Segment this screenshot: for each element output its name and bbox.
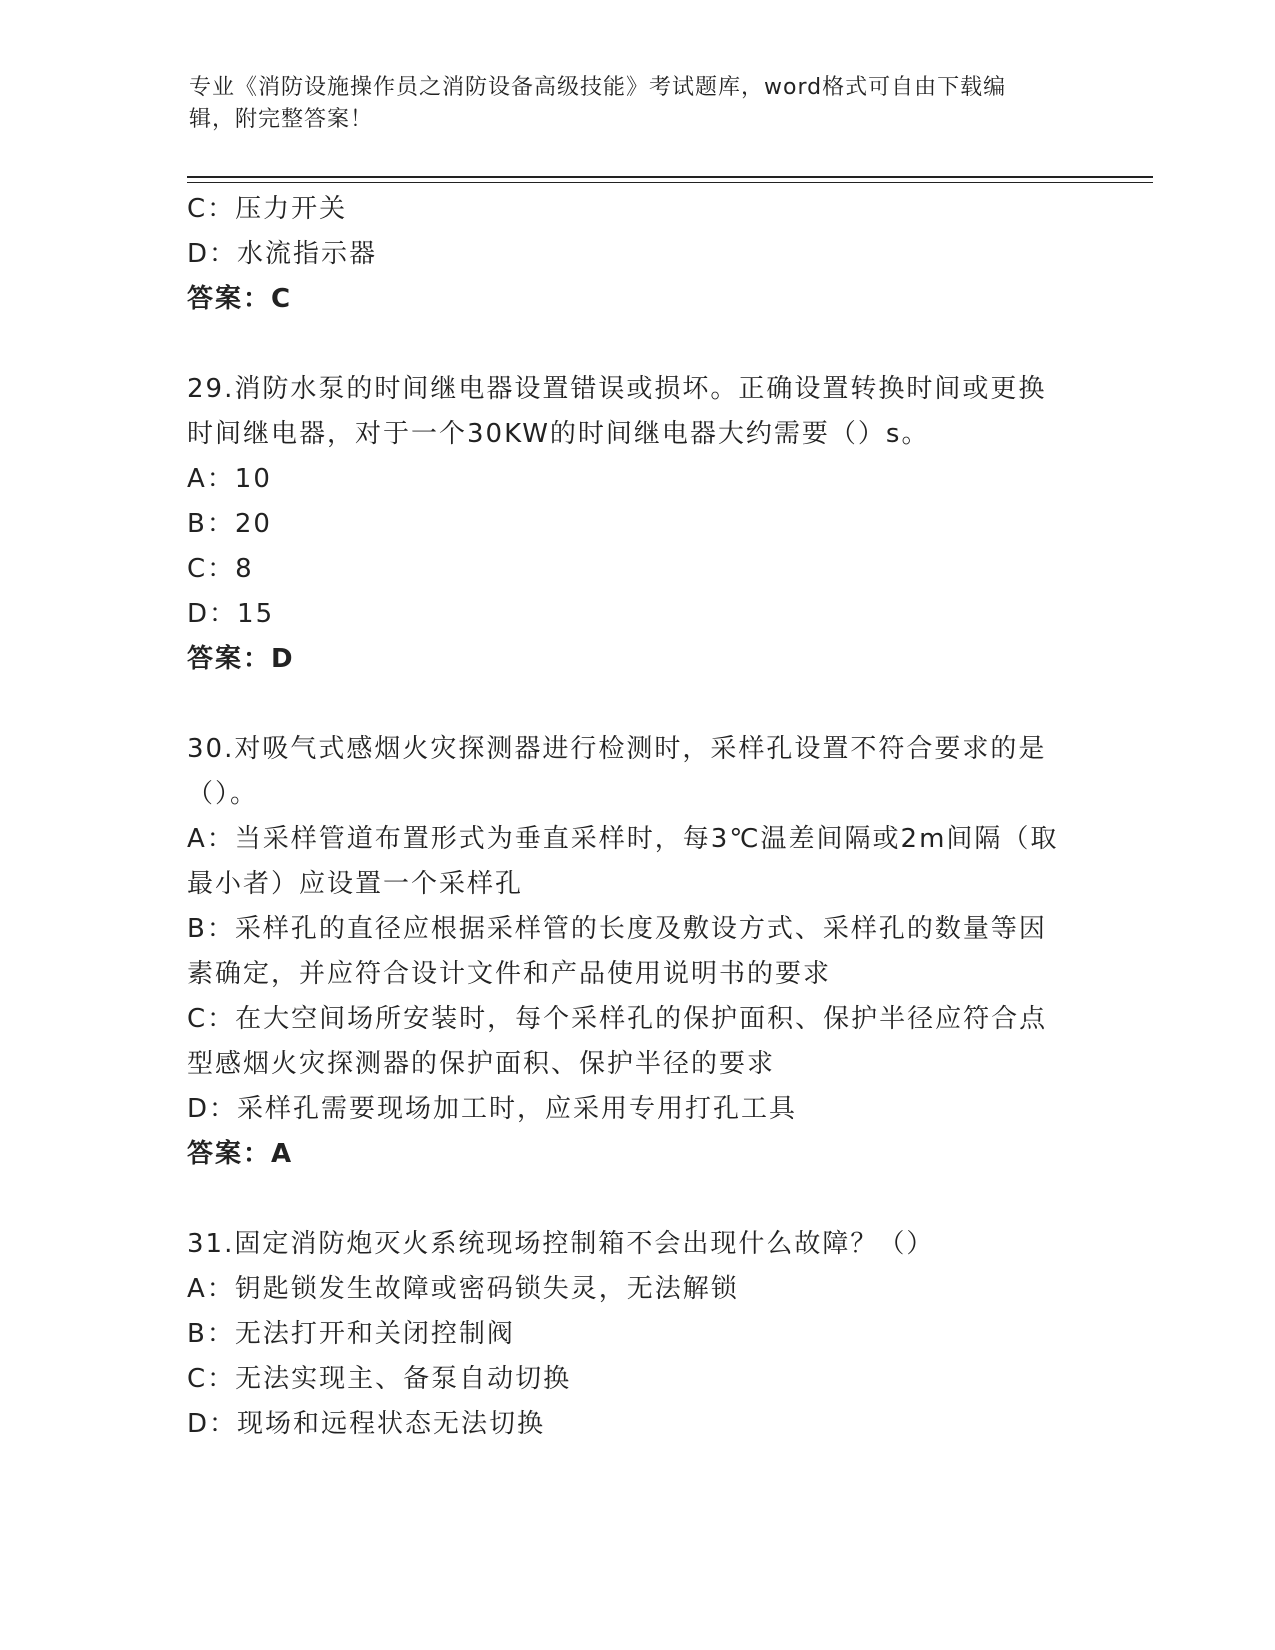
question-31-line-1: 31.固定消防炮灭火系统现场控制箱不会出现什么故障？（） bbox=[187, 1229, 935, 1259]
header-line-2: 辑，附完整答案！ bbox=[189, 107, 374, 132]
question-31-option-a: A：钥匙锁发生故障或密码锁失灵，无法解锁 bbox=[187, 1274, 739, 1304]
question-29-line-2: 时间继电器，对于一个30KW的时间继电器大约需要（）s。 bbox=[187, 419, 930, 449]
question-31-option-d: D：现场和远程状态无法切换 bbox=[187, 1409, 546, 1439]
header-line-1: 专业《消防设施操作员之消防设备高级技能》考试题库，word格式可自由下载编 bbox=[189, 75, 1007, 100]
question-30-line-2: （）。 bbox=[187, 779, 259, 809]
question-31-option-c: C：无法实现主、备泵自动切换 bbox=[187, 1364, 572, 1394]
header-divider-thin bbox=[187, 182, 1153, 183]
question-29-option-d: D：15 bbox=[187, 599, 275, 629]
question-30-option-a-line-2: 最小者）应设置一个采样孔 bbox=[187, 869, 524, 899]
question-29-option-a: A：10 bbox=[187, 464, 272, 494]
question-30-option-b-line-2: 素确定，并应符合设计文件和产品使用说明书的要求 bbox=[187, 959, 832, 989]
question-30-option-c-line-1: C：在大空间场所安装时，每个采样孔的保护面积、保护半径应符合点 bbox=[187, 1004, 1048, 1034]
question-30-option-d: D：采样孔需要现场加工时，应采用专用打孔工具 bbox=[187, 1094, 798, 1124]
question-30-option-b-line-1: B：采样孔的直径应根据采样管的长度及敷设方式、采样孔的数量等因 bbox=[187, 914, 1047, 944]
question-29-line-1: 29.消防水泵的时间继电器设置错误或损坏。正确设置转换时间或更换 bbox=[187, 374, 1047, 404]
question-29-answer: 答案：D bbox=[187, 644, 295, 674]
answer-line: 答案：C bbox=[187, 284, 293, 314]
header-divider-thick bbox=[187, 176, 1153, 178]
question-29-option-c: C：8 bbox=[187, 554, 254, 584]
question-30-line-1: 30.对吸气式感烟火灾探测器进行检测时，采样孔设置不符合要求的是 bbox=[187, 734, 1047, 764]
question-30-answer: 答案：A bbox=[187, 1139, 294, 1169]
question-30-option-c-line-2: 型感烟火灾探测器的保护面积、保护半径的要求 bbox=[187, 1049, 776, 1079]
option-d: D：水流指示器 bbox=[187, 239, 378, 269]
question-29-option-b: B：20 bbox=[187, 509, 272, 539]
page-header bbox=[189, 72, 1089, 136]
question-30-option-a-line-1: A：当采样管道布置形式为垂直采样时，每3℃温差间隔或2m间隔（取 bbox=[187, 824, 1059, 854]
option-c: C：压力开关 bbox=[187, 194, 348, 224]
question-31-option-b: B：无法打开和关闭控制阀 bbox=[187, 1319, 515, 1349]
